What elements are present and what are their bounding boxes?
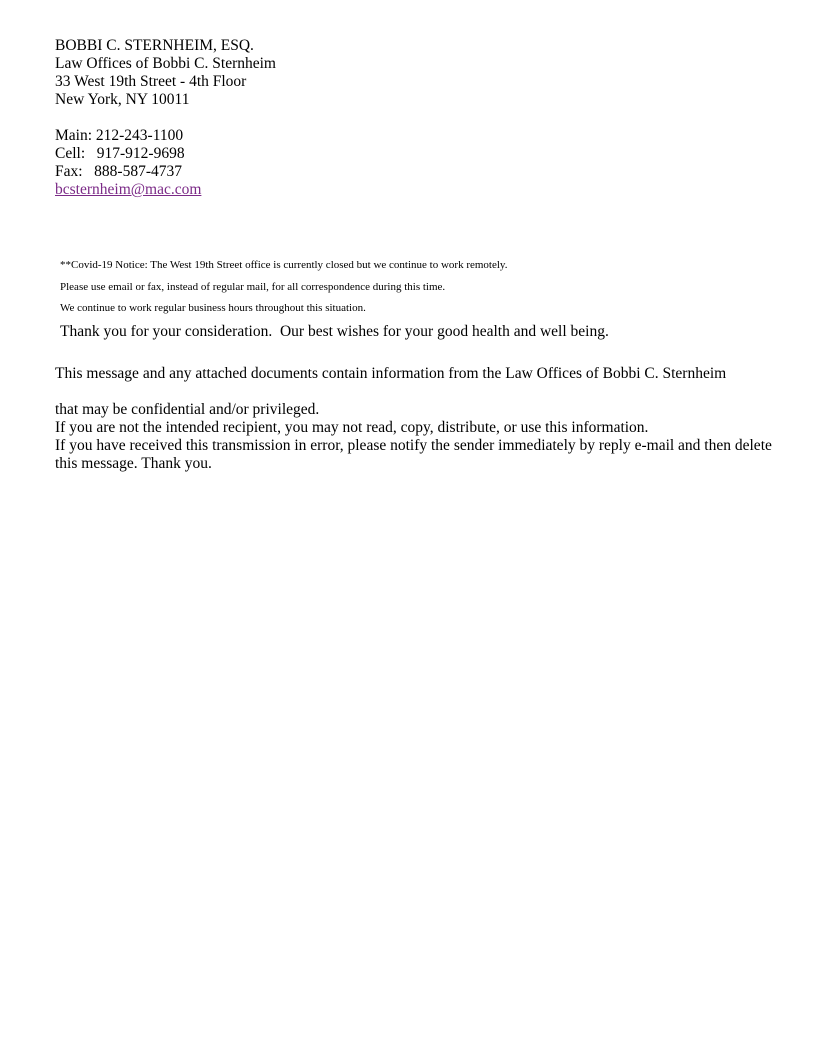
thanks-line: Thank you for your consideration. Our best wishes for your good health and well being.	[60, 322, 609, 340]
disclaimer-line-2: that may be confidential and/or privileged.	[55, 400, 320, 418]
firm-name: Law Offices of Bobbi C. Sternheim	[55, 55, 276, 72]
address-city: New York, NY 10011	[55, 91, 190, 108]
confidentiality-disclaimer	[55, 365, 775, 473]
email-signature-page	[55, 37, 775, 473]
signature-block	[55, 37, 775, 199]
main-phone: Main: 212-243-1100	[55, 127, 184, 144]
business-hours-line: We continue to work regular business hours throughout this situation.	[60, 302, 366, 314]
disclaimer-line-1: This message and any attached documents contain information from the Law Offices of Bobbi C. Sternheim	[55, 364, 727, 382]
covid-notice-line: **Covid-19 Notice: The West 19th Street office is currently closed but we continue to work remotely.	[60, 259, 508, 271]
disclaimer-line-4: If you have received this transmission in error, please notify the sender immediately by reply e-mail and then delete this message. Thank you.	[55, 436, 772, 472]
mail-instruction-line: Please use email or fax, instead of regular mail, for all correspondence during this time.	[60, 280, 446, 293]
fax-number: Fax: 888-587-4737	[55, 163, 183, 180]
covid-notice	[55, 258, 775, 341]
address-street: 33 West 19th Street - 4th Floor	[55, 73, 247, 90]
email-link[interactable]: bcsternheim@mac.com	[55, 181, 202, 198]
attorney-name: BOBBI C. STERNHEIM, ESQ.	[55, 37, 254, 54]
cell-phone: Cell: 917-912-9698	[55, 145, 185, 162]
disclaimer-line-3: If you are not the intended recipient, you may not read, copy, distribute, or use this information.	[55, 418, 649, 436]
spacer	[55, 109, 775, 127]
